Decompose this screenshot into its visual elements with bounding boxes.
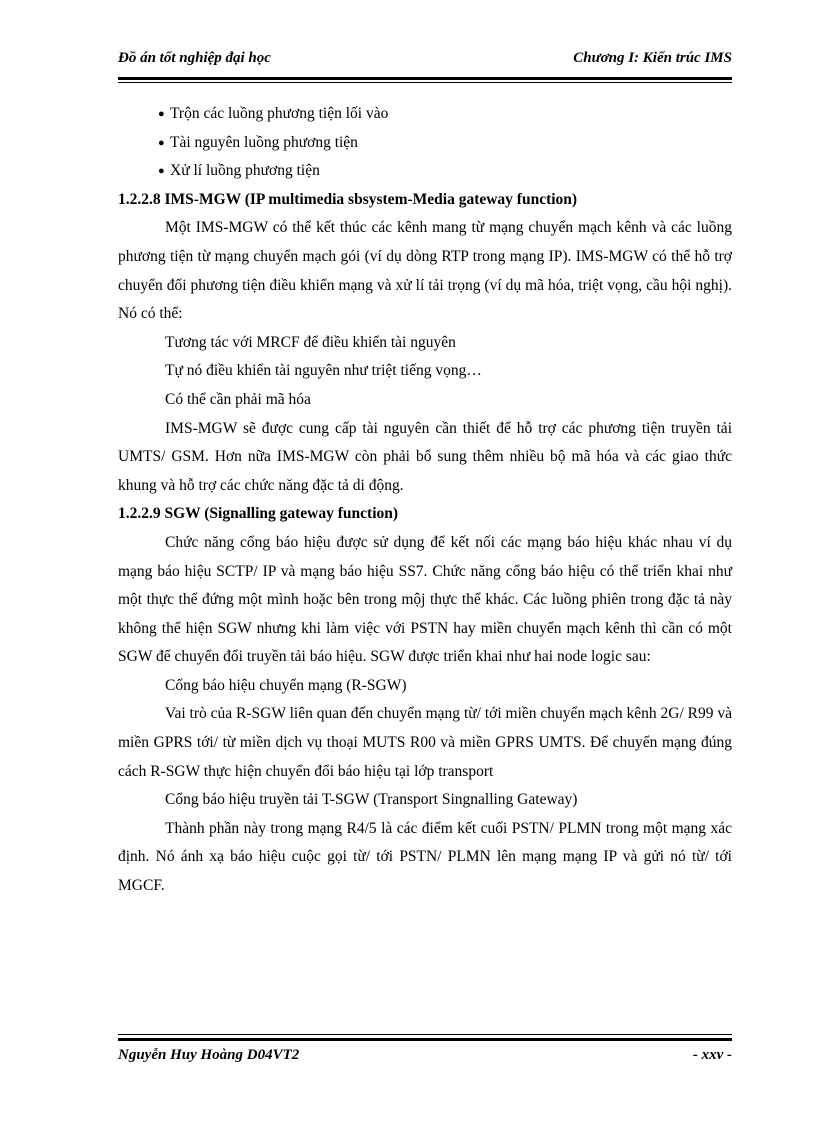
page-footer — [118, 1047, 732, 1071]
header-rule-thick — [118, 77, 732, 80]
bullet-item: ● Trộn các luồng phương tiện lối vào — [118, 100, 732, 129]
subsection-title-rsgw: Cổng báo hiệu chuyển mạng (R-SGW) — [165, 676, 407, 694]
list-item: Tự nó điều khiển tài nguyên như triệt tiếng vọng… — [165, 362, 482, 380]
list-item: Tương tác với MRCF để điều khiển tài nguyên — [165, 333, 456, 351]
section-heading-sgw: 1.2.2.9 SGW (Signalling gateway function) — [118, 505, 399, 523]
page-body — [118, 100, 732, 901]
bullet-icon: ● — [158, 108, 165, 120]
paragraph: Chức năng cổng báo hiệu được sử dụng để kết nối các mạng báo hiệu khác nhau ví dụ mạng báo hiệu SCTP/ IP và mạng báo hiệu SS7. Chức năng cổng báo hiệu có thể triển khai như một thực thể đứng một mình hoặc bên trong mộj thực thể khác. Các luồng phiên trong đặc tả này không thể hiện SGW nhưng khi làm việc với PSTN hay miền chuyển mạch kênh thì cần có một SGW để chuyển đổi truyền tải báo hiệu. SGW được triển khai như hai node logic sau: — [118, 533, 732, 666]
footer-rule-thin — [118, 1034, 732, 1035]
section-heading-ims-mgw: 1.2.2.8 IMS-MGW (IP multimedia sbsystem-Media gateway function) — [118, 190, 578, 208]
footer-page-number: - xxv - — [692, 1047, 732, 1063]
bullet-icon: ● — [158, 165, 165, 178]
header-rule-thin — [118, 82, 732, 83]
paragraph: Vai trò của R-SGW liên quan đến chuyển mạng từ/ tới miền chuyển mạch kênh 2G/ R99 và miền GPRS tới/ từ miền dịch vụ thoại MUTS R00 và miền GPRS UMTS. Để chuyển mạng đúng cách R-SGW thực hiện chuyển đổi báo hiệu tại lớp transport — [118, 705, 732, 780]
footer-author: Nguyễn Huy Hoàng D04VT2 — [118, 1047, 300, 1063]
bullet-item: ● Xử lí luồng phương tiện — [118, 157, 732, 186]
page-header — [118, 50, 732, 74]
list-item: Có thể cần phải mã hóa — [165, 390, 311, 408]
bullet-icon: ● — [158, 136, 165, 149]
bullet-item: ● Tài nguyên luồng phương tiện — [118, 129, 732, 158]
header-document-title: Đồ án tốt nghiệp đại học — [118, 50, 271, 66]
paragraph: IMS-MGW sẽ được cung cấp tài nguyên cần thiết để hỗ trợ các phương tiện truyền tải UMTS/ GSM. Hơn nữa IMS-MGW còn phải bổ sung thêm nhiều bộ mã hóa và các giao thức khung và hỗ trợ các chức năng đặc tả di động. — [118, 419, 732, 494]
header-chapter-title: Chương I: Kiến trúc IMS — [573, 50, 732, 66]
subsection-title-tsgw: Cổng báo hiệu truyền tải T-SGW (Transport Singnalling Gateway) — [165, 791, 578, 809]
footer-rule-thick — [118, 1038, 732, 1041]
paragraph: Thành phần này trong mạng R4/5 là các điểm kết cuối PSTN/ PLMN trong một mạng xác định. Nó ánh xạ báo hiệu cuộc gọi từ/ tới PSTN/ PLMN lên mạng mạng IP và gửi nó từ/ tới MGCF. — [118, 819, 732, 895]
paragraph: Một IMS-MGW có thể kết thúc các kênh mang từ mạng chuyển mạch kênh và các luồng phương tiện từ mạng chuyển mạch gói (ví dụ dòng RTP trong mạng IP). IMS-MGW có thể hỗ trợ chuyển đổi phương tiện điều khiển mạng và xử lí tải trọng (ví dụ mã hóa, triệt vọng, cầu hội nghị). Nó có thể: — [118, 219, 732, 323]
